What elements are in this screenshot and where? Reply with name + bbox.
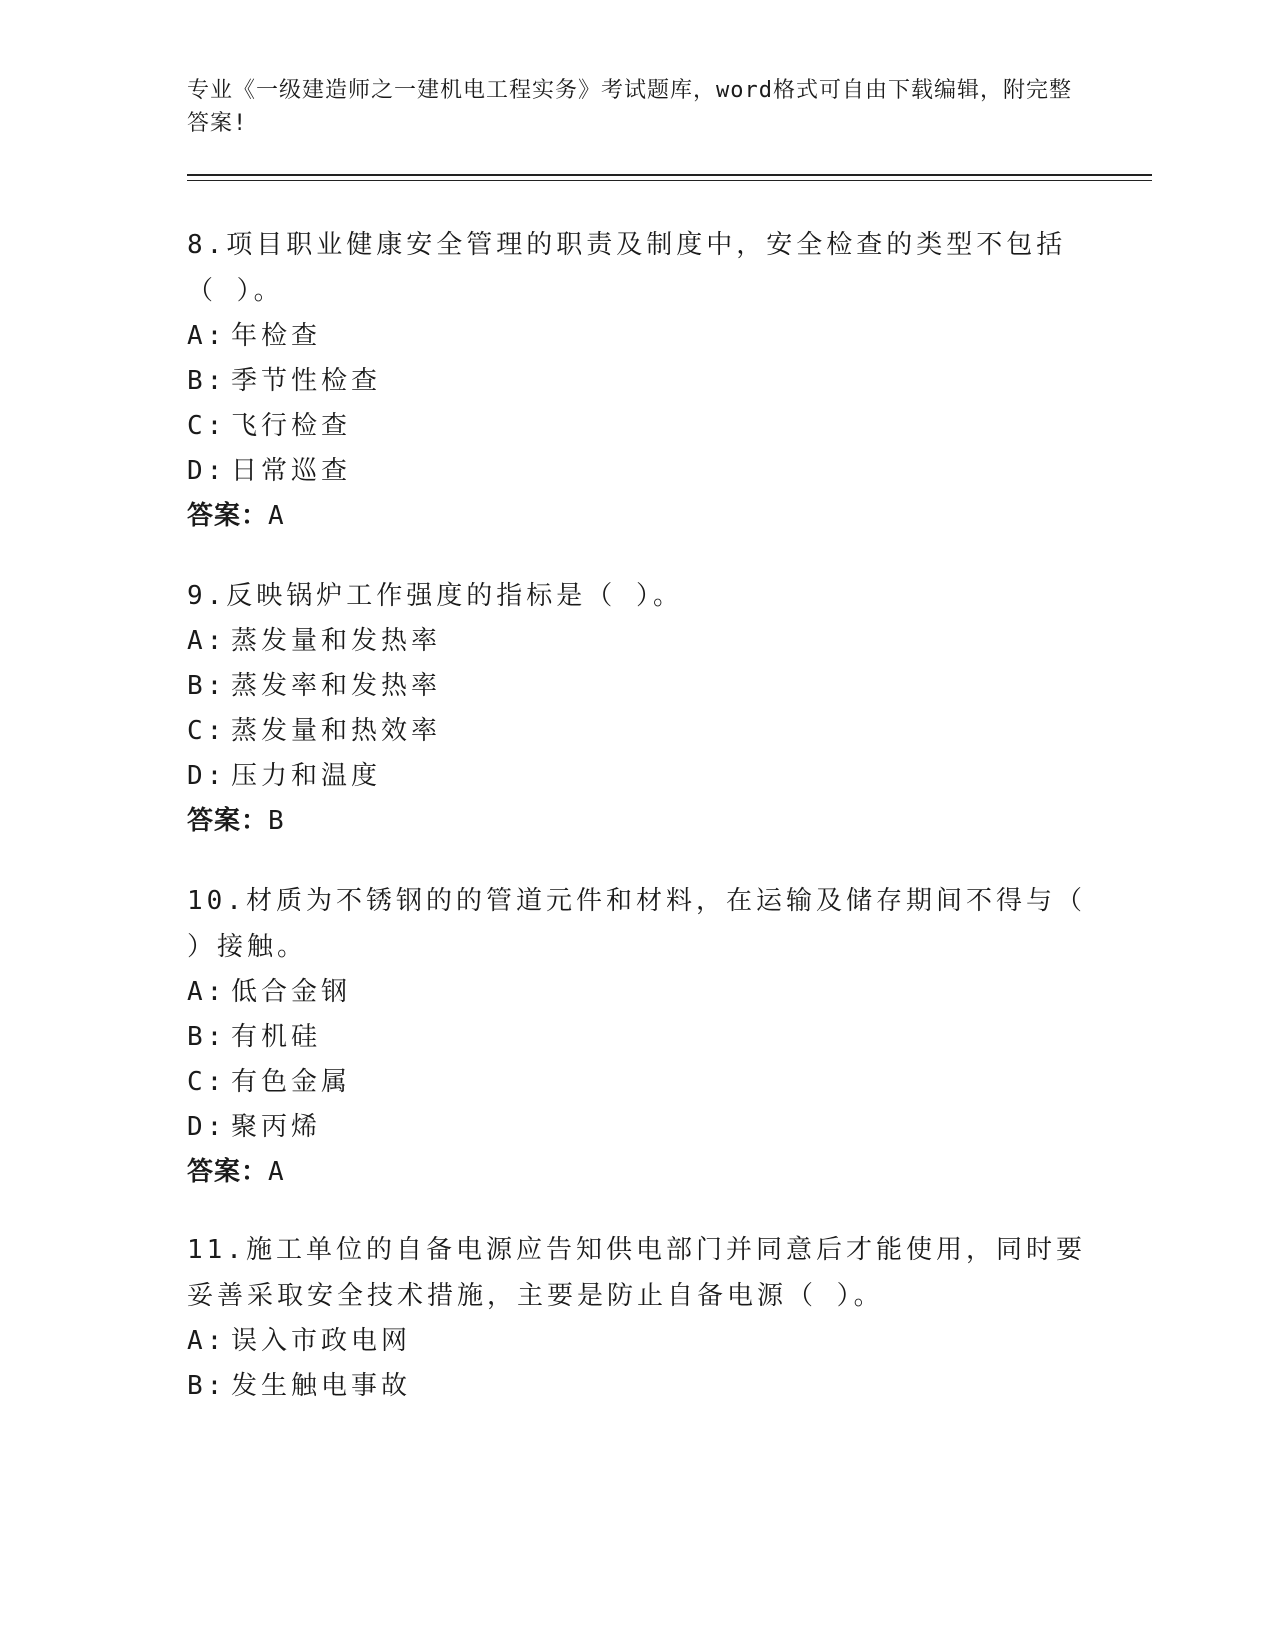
option-b [187, 1364, 1087, 1409]
option-key: D: [187, 456, 227, 486]
option-text: 蒸发率和发热率 [231, 671, 442, 701]
question-10 [187, 878, 1087, 1195]
option-key: B: [187, 1022, 227, 1052]
header-divider-thin [187, 180, 1152, 181]
option-key: B: [187, 366, 227, 396]
answer-label: 答案： [187, 501, 269, 531]
question-text: 8.项目职业健康安全管理的职责及制度中，安全检查的类型不包括（ ）。 [187, 230, 1067, 306]
option-text: 蒸发量和发热率 [231, 626, 442, 656]
option-d [187, 754, 1087, 799]
option-key: A: [187, 1326, 227, 1356]
option-text: 蒸发量和热效率 [231, 716, 442, 746]
option-c [187, 404, 1087, 449]
option-c [187, 709, 1087, 754]
option-key: C: [187, 1067, 227, 1097]
option-text: 年检查 [231, 321, 322, 351]
option-d [187, 1105, 1087, 1150]
option-text: 压力和温度 [231, 761, 382, 791]
answer-label: 答案： [187, 1157, 269, 1187]
option-a [187, 619, 1087, 664]
option-a [187, 314, 1087, 359]
option-d [187, 449, 1087, 494]
option-b [187, 664, 1087, 709]
option-a [187, 970, 1087, 1015]
option-text: 季节性检查 [231, 366, 382, 396]
option-key: B: [187, 671, 227, 701]
option-key: A: [187, 977, 227, 1007]
question-11 [187, 1227, 1087, 1409]
answer-label: 答案： [187, 806, 269, 836]
option-key: C: [187, 411, 227, 441]
question-text: 10.材质为不锈钢的的管道元件和材料，在运输及储存期间不得与（ ）接触。 [187, 886, 1086, 962]
answer-line [187, 1150, 1087, 1195]
answer-line [187, 494, 1087, 539]
option-key: C: [187, 716, 227, 746]
option-key: A: [187, 626, 227, 656]
option-text: 误入市政电网 [231, 1326, 412, 1356]
option-key: A: [187, 321, 227, 351]
option-key: D: [187, 1112, 227, 1142]
answer-value: A [268, 1157, 285, 1187]
option-key: D: [187, 761, 227, 791]
question-text: 11.施工单位的自备电源应告知供电部门并同意后才能使用，同时要妥善采取安全技术措施，主要是防止自备电源（ ）。 [187, 1235, 1086, 1311]
option-text: 聚丙烯 [231, 1112, 322, 1142]
option-a [187, 1319, 1087, 1364]
option-c [187, 1060, 1087, 1105]
option-text: 低合金钢 [231, 977, 352, 1007]
answer-value: B [268, 806, 285, 836]
option-key: B: [187, 1371, 227, 1401]
question-text: 9.反映锅炉工作强度的指标是（ ）。 [187, 581, 683, 611]
option-text: 发生触电事故 [231, 1371, 412, 1401]
option-b [187, 1015, 1087, 1060]
header-divider [187, 174, 1152, 176]
document-intro: 专业《一级建造师之一建机电工程实务》考试题库，word格式可自由下载编辑，附完整答案! [187, 78, 1072, 136]
option-text: 有色金属 [231, 1067, 352, 1097]
option-text: 飞行检查 [231, 411, 352, 441]
answer-value: A [268, 501, 285, 531]
question-8 [187, 222, 1087, 539]
option-b [187, 359, 1087, 404]
option-text: 日常巡查 [231, 456, 352, 486]
option-text: 有机硅 [231, 1022, 322, 1052]
question-9 [187, 573, 1087, 844]
answer-line [187, 799, 1087, 844]
